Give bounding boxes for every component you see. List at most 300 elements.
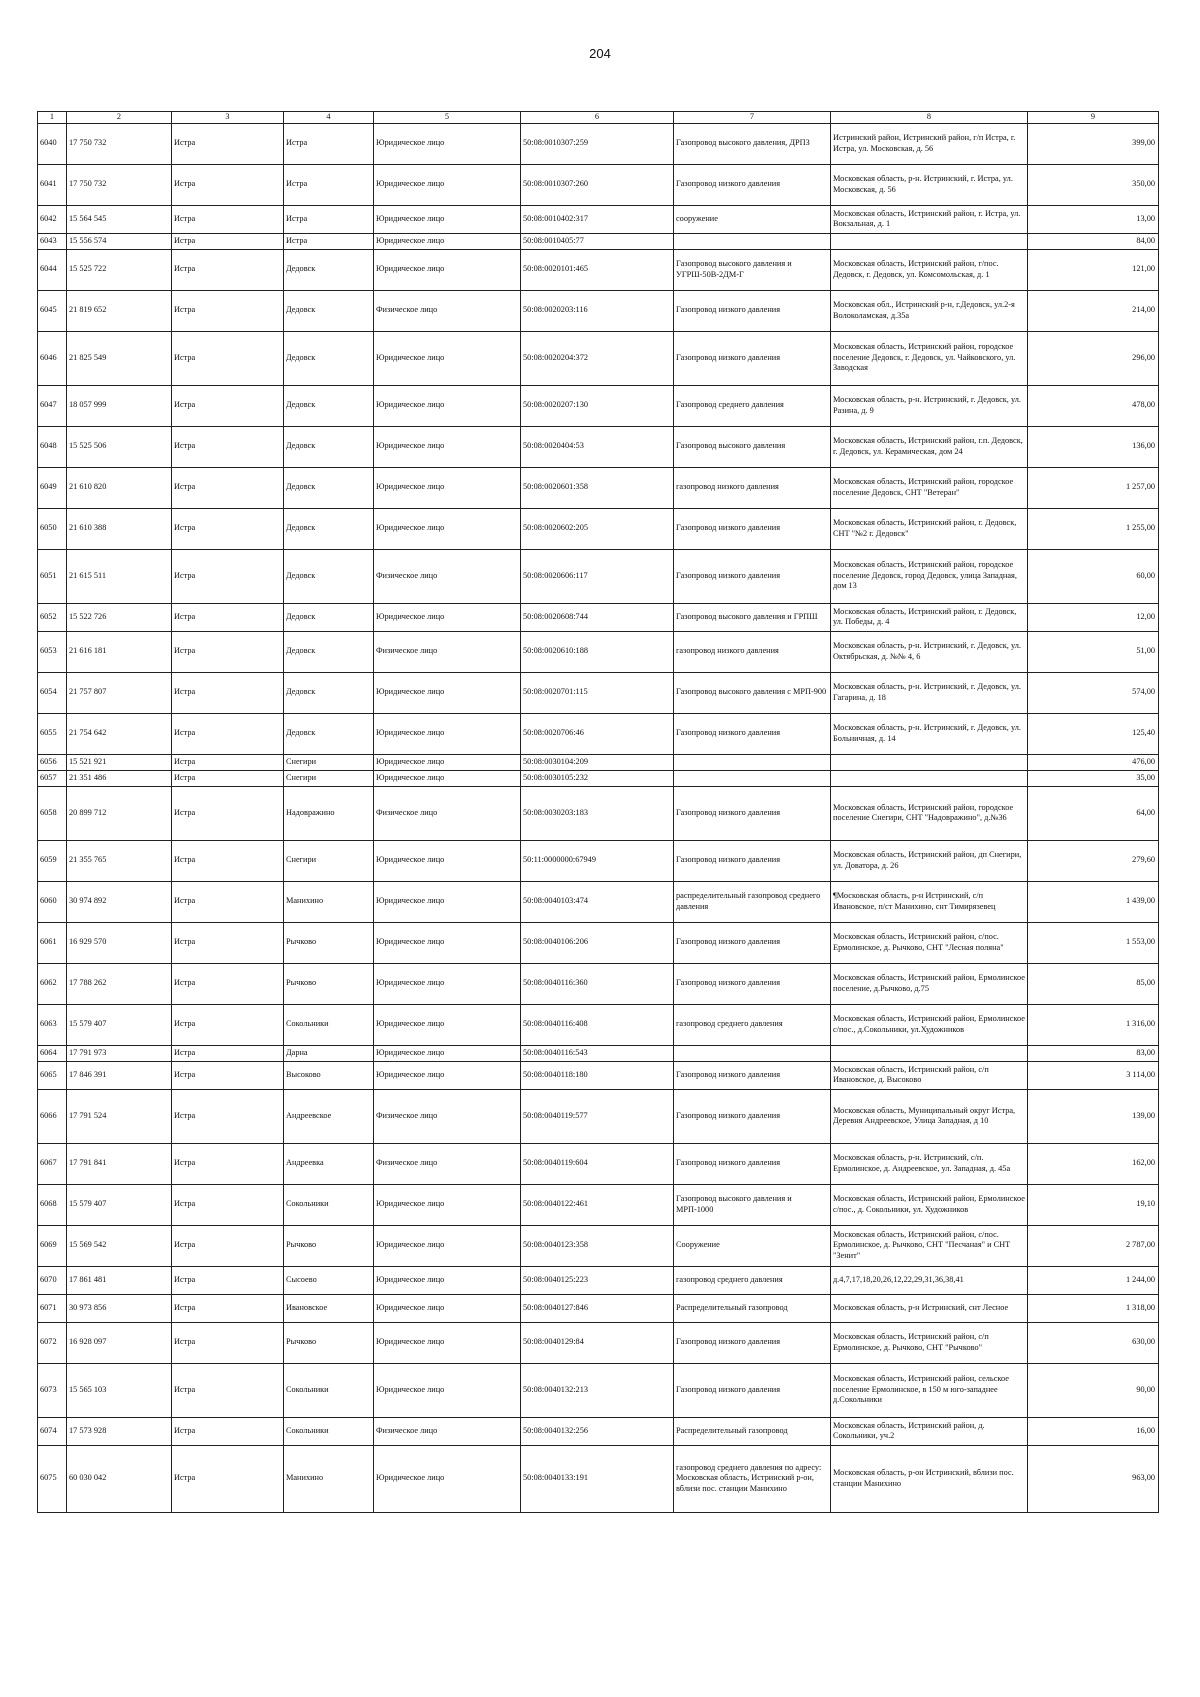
address-cell: Московская область, р-н Истринский, снт Лесное (831, 1294, 1028, 1322)
locality-cell: Истра (284, 123, 374, 164)
table-row (38, 963, 1159, 1004)
object-description-cell: Газопровод высокого давления (674, 426, 831, 467)
cadastral-number-cell: 50:08:0020610:188 (521, 631, 674, 672)
municipality-cell: Истра (172, 290, 284, 331)
cadastral-quarter-cell: 17 750 732 (67, 123, 172, 164)
table-row (38, 1417, 1159, 1445)
owner-type-cell: Юридическое лицо (374, 922, 521, 963)
row-number-cell: 6040 (38, 123, 67, 164)
address-cell (831, 754, 1028, 770)
cadastral-number-cell: 50:08:0040132:213 (521, 1363, 674, 1417)
address-cell: Московская область, р-н. Истринский, г. Дедовск, ул. Гагарина, д. 18 (831, 672, 1028, 713)
municipality-cell: Истра (172, 205, 284, 233)
municipality-cell: Истра (172, 770, 284, 786)
table-row (38, 754, 1159, 770)
value-cell: 574,00 (1028, 672, 1159, 713)
table-row (38, 672, 1159, 713)
municipality-cell: Истра (172, 1363, 284, 1417)
cadastral-quarter-cell: 15 525 506 (67, 426, 172, 467)
municipality-cell: Истра (172, 331, 284, 385)
row-number-cell: 6071 (38, 1294, 67, 1322)
object-description-cell: Газопровод высокого давления, ДРПЗ (674, 123, 831, 164)
cadastral-number-cell: 50:08:0030105:232 (521, 770, 674, 786)
locality-cell: Дедовск (284, 331, 374, 385)
table-row (38, 290, 1159, 331)
value-cell: 478,00 (1028, 385, 1159, 426)
value-cell: 1 318,00 (1028, 1294, 1159, 1322)
value-cell: 19,10 (1028, 1184, 1159, 1225)
owner-type-cell: Юридическое лицо (374, 385, 521, 426)
value-cell: 60,00 (1028, 549, 1159, 603)
object-description-cell: Газопровод высокого давления с МРП-900 (674, 672, 831, 713)
municipality-cell: Истра (172, 508, 284, 549)
row-number-cell: 6072 (38, 1322, 67, 1363)
address-cell: Московская область, Истринский район, с/пос. Ермолинское, д. Рычково, СНТ "Лесная поляна" (831, 922, 1028, 963)
owner-type-cell: Юридическое лицо (374, 508, 521, 549)
locality-cell: Дедовск (284, 249, 374, 290)
locality-cell: Манихино (284, 1445, 374, 1512)
object-description-cell: Газопровод низкого давления (674, 549, 831, 603)
cadastral-quarter-cell: 20 899 712 (67, 786, 172, 840)
cadastral-number-cell: 50:08:0040119:604 (521, 1143, 674, 1184)
table-row (38, 1266, 1159, 1294)
cadastral-number-cell: 50:08:0040116:408 (521, 1004, 674, 1045)
municipality-cell: Истра (172, 1225, 284, 1266)
municipality-cell: Истра (172, 1294, 284, 1322)
table-row (38, 631, 1159, 672)
row-number-cell: 6054 (38, 672, 67, 713)
address-cell: Московская область, Истринский район, дп Снегири, ул. Доватора, д. 26 (831, 840, 1028, 881)
cadastral-number-cell: 50:08:0040103:474 (521, 881, 674, 922)
column-header: 3 (172, 112, 284, 124)
address-cell: д.4,7,17,18,20,26,12,22,29,31,36,38,41 (831, 1266, 1028, 1294)
row-number-cell: 6068 (38, 1184, 67, 1225)
row-number-cell: 6064 (38, 1045, 67, 1061)
cadastral-quarter-cell: 15 564 545 (67, 205, 172, 233)
cadastral-quarter-cell: 17 861 481 (67, 1266, 172, 1294)
object-description-cell: газопровод среднего давления (674, 1004, 831, 1045)
value-cell: 350,00 (1028, 164, 1159, 205)
cadastral-quarter-cell: 17 573 928 (67, 1417, 172, 1445)
cadastral-quarter-cell: 15 522 726 (67, 603, 172, 631)
row-number-cell: 6070 (38, 1266, 67, 1294)
locality-cell: Рычково (284, 963, 374, 1004)
cadastral-number-cell: 50:08:0040127:846 (521, 1294, 674, 1322)
row-number-cell: 6044 (38, 249, 67, 290)
municipality-cell: Истра (172, 754, 284, 770)
object-description-cell: Газопровод высокого давления и МРП-1000 (674, 1184, 831, 1225)
address-cell: Московская область, Истринский район, г/пос. Дедовск, г. Дедовск, ул. Комсомольская, д. 1 (831, 249, 1028, 290)
cadastral-quarter-cell: 21 351 486 (67, 770, 172, 786)
cadastral-number-cell: 50:08:0020608:744 (521, 603, 674, 631)
address-cell: Московская область, Истринский район, с/п Ермолинское, д. Рычково, СНТ "Рычково" (831, 1322, 1028, 1363)
table-row (38, 233, 1159, 249)
owner-type-cell: Юридическое лицо (374, 249, 521, 290)
value-cell: 125,40 (1028, 713, 1159, 754)
address-cell: Московская область, Истринский район, Ермолинское с/пос., д. Сокольники, ул. Художников (831, 1184, 1028, 1225)
object-description-cell: газопровод низкого давления (674, 631, 831, 672)
address-cell: Московская область, Истринский район, городское поселение Дедовск, г. Дедовск, ул. Чайковского, ул. Заводская (831, 331, 1028, 385)
row-number-cell: 6051 (38, 549, 67, 603)
value-cell: 85,00 (1028, 963, 1159, 1004)
table-row (38, 840, 1159, 881)
address-cell: Московская область, р-н. Истринский, г. Истра, ул. Московская, д. 56 (831, 164, 1028, 205)
cadastral-quarter-cell: 60 030 042 (67, 1445, 172, 1512)
object-description-cell (674, 1045, 831, 1061)
municipality-cell: Истра (172, 786, 284, 840)
locality-cell: Сокольники (284, 1004, 374, 1045)
table-row (38, 467, 1159, 508)
cadastral-quarter-cell: 21 355 765 (67, 840, 172, 881)
locality-cell: Снегири (284, 754, 374, 770)
address-cell: Московская область, Истринский район, городское поселение Дедовск, город Дедовск, улица Западная, дом 13 (831, 549, 1028, 603)
locality-cell: Сокольники (284, 1184, 374, 1225)
row-number-cell: 6055 (38, 713, 67, 754)
value-cell: 963,00 (1028, 1445, 1159, 1512)
locality-cell: Дедовск (284, 713, 374, 754)
value-cell: 1 257,00 (1028, 467, 1159, 508)
cadastral-number-cell: 50:08:0040116:543 (521, 1045, 674, 1061)
address-cell: Московская область, р-он Истринский, вблизи пос. станции Манихино (831, 1445, 1028, 1512)
cadastral-quarter-cell: 15 565 103 (67, 1363, 172, 1417)
cadastral-number-cell: 50:08:0040132:256 (521, 1417, 674, 1445)
locality-cell: Снегири (284, 770, 374, 786)
value-cell: 13,00 (1028, 205, 1159, 233)
table-row (38, 1061, 1159, 1089)
row-number-cell: 6065 (38, 1061, 67, 1089)
cadastral-quarter-cell: 15 521 921 (67, 754, 172, 770)
locality-cell: Манихино (284, 881, 374, 922)
object-description-cell (674, 233, 831, 249)
municipality-cell: Истра (172, 1184, 284, 1225)
cadastral-number-cell: 50:08:0020203:116 (521, 290, 674, 331)
owner-type-cell: Физическое лицо (374, 290, 521, 331)
column-header: 5 (374, 112, 521, 124)
cadastral-number-cell: 50:08:0020602:205 (521, 508, 674, 549)
locality-cell: Истра (284, 205, 374, 233)
address-cell: Московская область, Истринский район, с/пос. Ермолинское, д. Рычково, СНТ "Песчаная" и СНТ "Зенит" (831, 1225, 1028, 1266)
cadastral-number-cell: 50:08:0030104:209 (521, 754, 674, 770)
owner-type-cell: Юридическое лицо (374, 770, 521, 786)
table-row (38, 713, 1159, 754)
municipality-cell: Истра (172, 426, 284, 467)
table-row (38, 1089, 1159, 1143)
object-description-cell: Газопровод низкого давления (674, 963, 831, 1004)
object-description-cell: Газопровод высокого давления и ГРПШ (674, 603, 831, 631)
address-cell: Московская область, Истринский район, д. Сокольники, уч.2 (831, 1417, 1028, 1445)
cadastral-number-cell: 50:08:0040123:358 (521, 1225, 674, 1266)
locality-cell: Рычково (284, 1322, 374, 1363)
owner-type-cell: Юридическое лицо (374, 713, 521, 754)
value-cell: 83,00 (1028, 1045, 1159, 1061)
locality-cell: Истра (284, 164, 374, 205)
municipality-cell: Истра (172, 631, 284, 672)
owner-type-cell: Юридическое лицо (374, 1061, 521, 1089)
owner-type-cell: Физическое лицо (374, 1089, 521, 1143)
locality-cell: Надовражино (284, 786, 374, 840)
address-cell: Московская область, Истринский район, г. Истра, ул. Вокзальная, д. 1 (831, 205, 1028, 233)
owner-type-cell: Юридическое лицо (374, 1322, 521, 1363)
row-number-cell: 6046 (38, 331, 67, 385)
cadastral-quarter-cell: 21 610 388 (67, 508, 172, 549)
row-number-cell: 6067 (38, 1143, 67, 1184)
municipality-cell: Истра (172, 1061, 284, 1089)
value-cell: 64,00 (1028, 786, 1159, 840)
value-cell: 2 787,00 (1028, 1225, 1159, 1266)
row-number-cell: 6045 (38, 290, 67, 331)
locality-cell: Андреевка (284, 1143, 374, 1184)
row-number-cell: 6060 (38, 881, 67, 922)
cadastral-number-cell: 50:08:0040122:461 (521, 1184, 674, 1225)
owner-type-cell: Юридическое лицо (374, 1445, 521, 1512)
address-cell: Московская область, Истринский район, г. Дедовск, ул. Победы, д. 4 (831, 603, 1028, 631)
cadastral-quarter-cell: 17 791 841 (67, 1143, 172, 1184)
municipality-cell: Истра (172, 672, 284, 713)
value-cell: 90,00 (1028, 1363, 1159, 1417)
address-cell: Московская область, Истринский район, сельское поселение Ермолинское, в 150 м юго-западнее д.Сокольники (831, 1363, 1028, 1417)
table-row (38, 549, 1159, 603)
cadastral-quarter-cell: 17 750 732 (67, 164, 172, 205)
address-cell (831, 1045, 1028, 1061)
owner-type-cell: Юридическое лицо (374, 963, 521, 1004)
municipality-cell: Истра (172, 963, 284, 1004)
value-cell: 1 553,00 (1028, 922, 1159, 963)
locality-cell: Дарна (284, 1045, 374, 1061)
locality-cell: Дедовск (284, 508, 374, 549)
cadastral-quarter-cell: 21 615 511 (67, 549, 172, 603)
row-number-cell: 6056 (38, 754, 67, 770)
address-cell: Московская область, р-н. Истринский, г. Дедовск, ул. Разина, д. 9 (831, 385, 1028, 426)
column-header: 1 (38, 112, 67, 124)
municipality-cell: Истра (172, 385, 284, 426)
cadastral-number-cell: 50:08:0020606:117 (521, 549, 674, 603)
value-cell: 1 255,00 (1028, 508, 1159, 549)
cadastral-quarter-cell: 17 788 262 (67, 963, 172, 1004)
table-row (38, 331, 1159, 385)
owner-type-cell: Юридическое лицо (374, 331, 521, 385)
locality-cell: Рычково (284, 922, 374, 963)
cadastral-quarter-cell: 30 974 892 (67, 881, 172, 922)
cadastral-number-cell: 50:08:0020404:53 (521, 426, 674, 467)
municipality-cell: Истра (172, 123, 284, 164)
owner-type-cell: Юридическое лицо (374, 672, 521, 713)
table-row (38, 385, 1159, 426)
municipality-cell: Истра (172, 1045, 284, 1061)
cadastral-number-cell: 50:08:0040106:206 (521, 922, 674, 963)
cadastral-quarter-cell: 21 610 820 (67, 467, 172, 508)
cadastral-quarter-cell: 17 846 391 (67, 1061, 172, 1089)
cadastral-quarter-cell: 16 928 097 (67, 1322, 172, 1363)
object-description-cell: Газопровод низкого давления (674, 840, 831, 881)
table-row (38, 1445, 1159, 1512)
value-cell: 51,00 (1028, 631, 1159, 672)
locality-cell: Дедовск (284, 549, 374, 603)
table-row (38, 205, 1159, 233)
municipality-cell: Истра (172, 467, 284, 508)
column-header: 6 (521, 112, 674, 124)
object-description-cell: Газопровод низкого давления (674, 290, 831, 331)
row-number-cell: 6043 (38, 233, 67, 249)
municipality-cell: Истра (172, 164, 284, 205)
municipality-cell: Истра (172, 249, 284, 290)
cadastral-number-cell: 50:08:0020706:46 (521, 713, 674, 754)
registry-table (37, 111, 1159, 1513)
table-row (38, 123, 1159, 164)
value-cell: 476,00 (1028, 754, 1159, 770)
locality-cell: Андреевское (284, 1089, 374, 1143)
address-cell (831, 770, 1028, 786)
municipality-cell: Истра (172, 1089, 284, 1143)
owner-type-cell: Физическое лицо (374, 549, 521, 603)
object-description-cell: Газопровод низкого давления (674, 1061, 831, 1089)
value-cell: 296,00 (1028, 331, 1159, 385)
municipality-cell: Истра (172, 881, 284, 922)
cadastral-number-cell: 50:08:0010307:259 (521, 123, 674, 164)
address-cell: Истринский район, Истринский район, г/п Истра, г. Истра, ул. Московская, д. 56 (831, 123, 1028, 164)
cadastral-number-cell: 50:08:0040116:360 (521, 963, 674, 1004)
row-number-cell: 6057 (38, 770, 67, 786)
locality-cell: Рычково (284, 1225, 374, 1266)
value-cell: 1 316,00 (1028, 1004, 1159, 1045)
row-number-cell: 6052 (38, 603, 67, 631)
locality-cell: Ивановское (284, 1294, 374, 1322)
cadastral-number-cell: 50:08:0020701:115 (521, 672, 674, 713)
cadastral-quarter-cell: 15 579 407 (67, 1184, 172, 1225)
table-row (38, 922, 1159, 963)
address-cell: Московская область, р-н. Истринский, г. Дедовск, ул. Больничная, д. 14 (831, 713, 1028, 754)
table-row (38, 1322, 1159, 1363)
value-cell: 279,60 (1028, 840, 1159, 881)
municipality-cell: Истра (172, 1417, 284, 1445)
object-description-cell: Газопровод высокого давления и УГРШ-50В-2ДМ-Г (674, 249, 831, 290)
table-row (38, 249, 1159, 290)
address-cell: Московская область, Истринский район, г. Дедовск, СНТ "№2 г. Дедовск" (831, 508, 1028, 549)
cadastral-number-cell: 50:08:0030203:183 (521, 786, 674, 840)
table-row (38, 1184, 1159, 1225)
object-description-cell: Газопровод низкого давления (674, 922, 831, 963)
cadastral-quarter-cell: 21 825 549 (67, 331, 172, 385)
row-number-cell: 6058 (38, 786, 67, 840)
municipality-cell: Истра (172, 713, 284, 754)
table-row (38, 770, 1159, 786)
address-cell: Московская область, Истринский район, Ермолинское с/пос., д.Сокольники, ул.Художников (831, 1004, 1028, 1045)
object-description-cell: Сооружение (674, 1225, 831, 1266)
cadastral-quarter-cell: 18 057 999 (67, 385, 172, 426)
owner-type-cell: Юридическое лицо (374, 881, 521, 922)
table-row (38, 1045, 1159, 1061)
value-cell: 1 439,00 (1028, 881, 1159, 922)
row-number-cell: 6042 (38, 205, 67, 233)
column-header: 9 (1028, 112, 1159, 124)
owner-type-cell: Юридическое лицо (374, 603, 521, 631)
table-row (38, 1143, 1159, 1184)
table-body (38, 123, 1159, 1512)
owner-type-cell: Физическое лицо (374, 1143, 521, 1184)
object-description-cell: газопровод среднего давления по адресу: Московская область, Истринский р-он, вблизи пос. станции Манихино (674, 1445, 831, 1512)
address-cell: Московская область, Истринский район, с/п Ивановское, д. Высоково (831, 1061, 1028, 1089)
row-number-cell: 6047 (38, 385, 67, 426)
cadastral-quarter-cell: 16 929 570 (67, 922, 172, 963)
object-description-cell: газопровод среднего давления (674, 1266, 831, 1294)
address-cell: Московская область, р-н. Истринский, с/п. Ермолинское, д. Андреевское, ул. Западная, д. 45а (831, 1143, 1028, 1184)
value-cell: 12,00 (1028, 603, 1159, 631)
cadastral-quarter-cell: 15 556 574 (67, 233, 172, 249)
owner-type-cell: Физическое лицо (374, 631, 521, 672)
table-row (38, 508, 1159, 549)
row-number-cell: 6041 (38, 164, 67, 205)
object-description-cell (674, 754, 831, 770)
object-description-cell: Распределительный газопровод (674, 1294, 831, 1322)
owner-type-cell: Физическое лицо (374, 1417, 521, 1445)
owner-type-cell: Юридическое лицо (374, 164, 521, 205)
locality-cell: Дедовск (284, 603, 374, 631)
cadastral-number-cell: 50:08:0020601:358 (521, 467, 674, 508)
address-cell: Московская область, Истринский район, городское поселение Дедовск, СНТ "Ветеран" (831, 467, 1028, 508)
owner-type-cell: Юридическое лицо (374, 1225, 521, 1266)
value-cell: 399,00 (1028, 123, 1159, 164)
locality-cell: Сокольники (284, 1417, 374, 1445)
municipality-cell: Истра (172, 1445, 284, 1512)
object-description-cell: распределительный газопровод среднего давления (674, 881, 831, 922)
address-cell: Московская область, Истринский район, г.п. Дедовск, г. Дедовск, ул. Керамическая, дом 24 (831, 426, 1028, 467)
owner-type-cell: Юридическое лицо (374, 1184, 521, 1225)
locality-cell: Дедовск (284, 631, 374, 672)
cadastral-number-cell: 50:08:0040119:577 (521, 1089, 674, 1143)
object-description-cell: газопровод низкого давления (674, 467, 831, 508)
object-description-cell: Распределительный газопровод (674, 1417, 831, 1445)
object-description-cell (674, 770, 831, 786)
address-cell: Московская область, Муниципальный округ Истра, Деревня Андреевское, Улица Западная, д 10 (831, 1089, 1028, 1143)
cadastral-number-cell: 50:08:0010402:317 (521, 205, 674, 233)
value-cell: 121,00 (1028, 249, 1159, 290)
object-description-cell: Газопровод низкого давления (674, 331, 831, 385)
column-header: 7 (674, 112, 831, 124)
page-number: 204 (589, 46, 611, 61)
locality-cell: Дедовск (284, 467, 374, 508)
address-cell (831, 233, 1028, 249)
municipality-cell: Истра (172, 1266, 284, 1294)
locality-cell: Дедовск (284, 290, 374, 331)
locality-cell: Дедовск (284, 672, 374, 713)
cadastral-quarter-cell: 17 791 973 (67, 1045, 172, 1061)
cadastral-quarter-cell: 17 791 524 (67, 1089, 172, 1143)
table-row (38, 1363, 1159, 1417)
object-description-cell: Газопровод низкого давления (674, 786, 831, 840)
table-row (38, 786, 1159, 840)
row-number-cell: 6073 (38, 1363, 67, 1417)
object-description-cell: Газопровод низкого давления (674, 164, 831, 205)
value-cell: 1 244,00 (1028, 1266, 1159, 1294)
owner-type-cell: Физическое лицо (374, 786, 521, 840)
object-description-cell: Газопровод среднего давления (674, 385, 831, 426)
owner-type-cell: Юридическое лицо (374, 1294, 521, 1322)
address-cell: Московская область, Истринский район, Ермолинское поселение, д.Рычково, д.75 (831, 963, 1028, 1004)
cadastral-quarter-cell: 21 757 807 (67, 672, 172, 713)
value-cell: 214,00 (1028, 290, 1159, 331)
owner-type-cell: Юридическое лицо (374, 1045, 521, 1061)
value-cell: 139,00 (1028, 1089, 1159, 1143)
object-description-cell: Газопровод низкого давления (674, 1322, 831, 1363)
row-number-cell: 6059 (38, 840, 67, 881)
owner-type-cell: Юридическое лицо (374, 426, 521, 467)
row-number-cell: 6066 (38, 1089, 67, 1143)
row-number-cell: 6074 (38, 1417, 67, 1445)
table-row (38, 1004, 1159, 1045)
cadastral-number-cell: 50:08:0040129:84 (521, 1322, 674, 1363)
owner-type-cell: Юридическое лицо (374, 754, 521, 770)
value-cell: 84,00 (1028, 233, 1159, 249)
row-number-cell: 6049 (38, 467, 67, 508)
